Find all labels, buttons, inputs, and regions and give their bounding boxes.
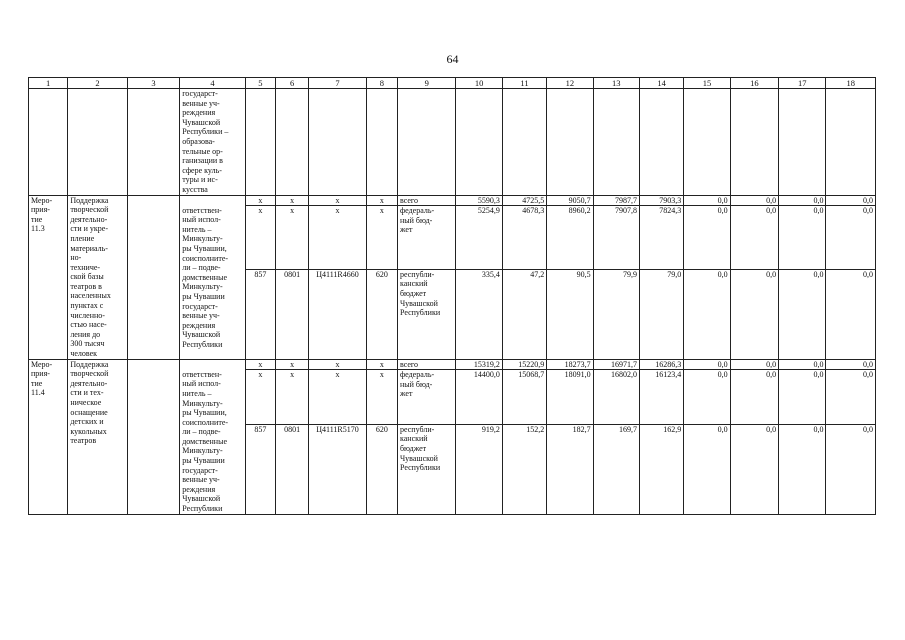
column-number-17: 17: [779, 78, 826, 89]
amount-cell: 0,0: [826, 424, 876, 514]
cell-empty: [127, 359, 179, 514]
cell-empty: [68, 89, 127, 196]
executor-cell-top: [180, 195, 246, 206]
column-number-7: 7: [309, 78, 366, 89]
amount-cell: 152,2: [502, 424, 546, 514]
executor-cell: ответствен- ный испол- нитель – Минкульту- ры Чувашии, соисполните- ли – подве- домственные Минкульту- ры Чувашии государст- венные уч- реждения Чувашской Республики: [180, 370, 246, 514]
amount-cell: 90,5: [547, 269, 593, 359]
amount-cell: 7903,3: [639, 195, 683, 206]
column-number-3: 3: [127, 78, 179, 89]
amount-cell: 18273,7: [547, 359, 593, 370]
expense-type-cell: x: [366, 370, 397, 425]
amount-cell: 15319,2: [456, 359, 502, 370]
section-code-cell: x: [276, 195, 309, 206]
amount-cell: 0,0: [730, 206, 778, 270]
amount-cell: 0,0: [779, 370, 826, 425]
column-number-14: 14: [639, 78, 683, 89]
amount-cell: 7907,8: [593, 206, 639, 270]
budget-code-cell: x: [245, 206, 275, 270]
column-number-8: 8: [366, 78, 397, 89]
column-number-16: 16: [730, 78, 778, 89]
amount-cell: 16971,7: [593, 359, 639, 370]
target-article-cell: Ц4111R4660: [309, 269, 366, 359]
continuation-row: [29, 89, 876, 196]
amount-cell: 8960,2: [547, 206, 593, 270]
amount-cell: 0,0: [684, 359, 730, 370]
cell-empty: [276, 89, 309, 196]
amount-cell: 5254,9: [456, 206, 502, 270]
budget-code-cell: x: [245, 359, 275, 370]
amount-cell: 15068,7: [502, 370, 546, 425]
amount-cell: 18091,0: [547, 370, 593, 425]
amount-cell: 0,0: [730, 359, 778, 370]
funding-source-cell: республи- канский бюджет Чувашской Республики: [397, 424, 455, 514]
amount-cell: 16802,0: [593, 370, 639, 425]
amount-cell: 0,0: [826, 370, 876, 425]
column-number-11: 11: [502, 78, 546, 89]
column-number-4: 4: [180, 78, 246, 89]
funding-source-cell: республи- канский бюджет Чувашской Республики: [397, 269, 455, 359]
budget-code-cell: 857: [245, 269, 275, 359]
column-number-2: 2: [68, 78, 127, 89]
amount-cell: 15220,9: [502, 359, 546, 370]
cell-empty: [547, 89, 593, 196]
executor-cell: ответствен- ный испол- нитель – Минкульту- ры Чувашии, соисполните- ли – подве- домственные Минкульту- ры Чувашии государст- венные уч- реждения Чувашской Республики: [180, 206, 246, 360]
column-number-10: 10: [456, 78, 502, 89]
expense-type-cell: x: [366, 359, 397, 370]
amount-cell: 0,0: [826, 195, 876, 206]
amount-cell: 162,9: [639, 424, 683, 514]
section-code-cell: 0801: [276, 269, 309, 359]
cell-empty: [309, 89, 366, 196]
amount-cell: 0,0: [730, 195, 778, 206]
amount-cell: 0,0: [779, 206, 826, 270]
funding-source-cell: федераль- ный бюд- жет: [397, 370, 455, 425]
cell-empty: [397, 89, 455, 196]
column-number-13: 13: [593, 78, 639, 89]
measure-row: [29, 195, 876, 206]
section-code-cell: x: [276, 370, 309, 425]
column-number-5: 5: [245, 78, 275, 89]
column-number-15: 15: [684, 78, 730, 89]
measure-name-cell: Меро- прия- тие 11.4: [29, 359, 68, 514]
page-number: 64: [446, 52, 459, 66]
budget-code-cell: 857: [245, 424, 275, 514]
amount-cell: 0,0: [730, 424, 778, 514]
cell-empty: [730, 89, 778, 196]
cell-empty: [456, 89, 502, 196]
target-article-cell: x: [309, 370, 366, 425]
cell-empty: [826, 89, 876, 196]
executor-cell-top: [180, 359, 246, 370]
program-table: [28, 77, 876, 515]
amount-cell: 47,2: [502, 269, 546, 359]
cell-empty: [639, 89, 683, 196]
amount-cell: 0,0: [779, 359, 826, 370]
column-number-12: 12: [547, 78, 593, 89]
amount-cell: 9050,7: [547, 195, 593, 206]
section-code-cell: x: [276, 206, 309, 270]
expense-type-cell: x: [366, 195, 397, 206]
column-number-6: 6: [276, 78, 309, 89]
amount-cell: 0,0: [779, 269, 826, 359]
measure-description-cell: Поддержка творческой деятельно- сти и укре- пление материаль- но- техниче- ской базы театров в населенных пунктах с численно- стью насе- ления до 300 тысяч человек: [68, 195, 127, 359]
amount-cell: 0,0: [779, 195, 826, 206]
cell-empty: [127, 89, 179, 196]
amount-cell: 0,0: [684, 206, 730, 270]
amount-cell: 16286,3: [639, 359, 683, 370]
target-article-cell: x: [309, 206, 366, 270]
section-code-cell: x: [276, 359, 309, 370]
cell-empty: [779, 89, 826, 196]
amount-cell: 0,0: [684, 195, 730, 206]
amount-cell: 0,0: [730, 370, 778, 425]
column-number-header-row: [29, 78, 876, 89]
amount-cell: 7824,3: [639, 206, 683, 270]
budget-code-cell: x: [245, 370, 275, 425]
measure-description-cell: Поддержка творческой деятельно- сти и тех- ническое оснащение детских и кукольных театров: [68, 359, 127, 514]
measure-name-cell: Меро- прия- тие 11.3: [29, 195, 68, 359]
funding-source-cell: всего: [397, 195, 455, 206]
amount-cell: 16123,4: [639, 370, 683, 425]
target-article-cell: x: [309, 359, 366, 370]
amount-cell: 0,0: [684, 370, 730, 425]
budget-code-cell: x: [245, 195, 275, 206]
expense-type-cell: 620: [366, 269, 397, 359]
measure-row: [29, 359, 876, 370]
amount-cell: 0,0: [826, 269, 876, 359]
column-number-1: 1: [29, 78, 68, 89]
amount-cell: 4678,3: [502, 206, 546, 270]
funding-source-cell: федераль- ный бюд- жет: [397, 206, 455, 270]
expense-type-cell: 620: [366, 424, 397, 514]
amount-cell: 5590,3: [456, 195, 502, 206]
cell-empty: [593, 89, 639, 196]
amount-cell: 14400,0: [456, 370, 502, 425]
cell-empty: [29, 89, 68, 196]
amount-cell: 0,0: [684, 269, 730, 359]
target-article-cell: x: [309, 195, 366, 206]
amount-cell: 0,0: [730, 269, 778, 359]
cell-empty: [502, 89, 546, 196]
amount-cell: 0,0: [826, 359, 876, 370]
cell-empty: [127, 195, 179, 359]
amount-cell: 182,7: [547, 424, 593, 514]
column-number-9: 9: [397, 78, 455, 89]
column-number-18: 18: [826, 78, 876, 89]
target-article-cell: Ц4111R5170: [309, 424, 366, 514]
amount-cell: 7987,7: [593, 195, 639, 206]
expense-type-cell: x: [366, 206, 397, 270]
amount-cell: 0,0: [779, 424, 826, 514]
amount-cell: 0,0: [684, 424, 730, 514]
section-code-cell: 0801: [276, 424, 309, 514]
cell-empty: [366, 89, 397, 196]
amount-cell: 0,0: [826, 206, 876, 270]
executor-cell: государст- венные уч- реждения Чувашской Республики – образова- тельные ор- ганизации в сфере куль- туры и ис- кусства: [180, 89, 246, 196]
amount-cell: 335,4: [456, 269, 502, 359]
funding-source-cell: всего: [397, 359, 455, 370]
amount-cell: 919,2: [456, 424, 502, 514]
amount-cell: 169,7: [593, 424, 639, 514]
cell-empty: [245, 89, 275, 196]
amount-cell: 79,0: [639, 269, 683, 359]
amount-cell: 4725,5: [502, 195, 546, 206]
cell-empty: [684, 89, 730, 196]
amount-cell: 79,9: [593, 269, 639, 359]
